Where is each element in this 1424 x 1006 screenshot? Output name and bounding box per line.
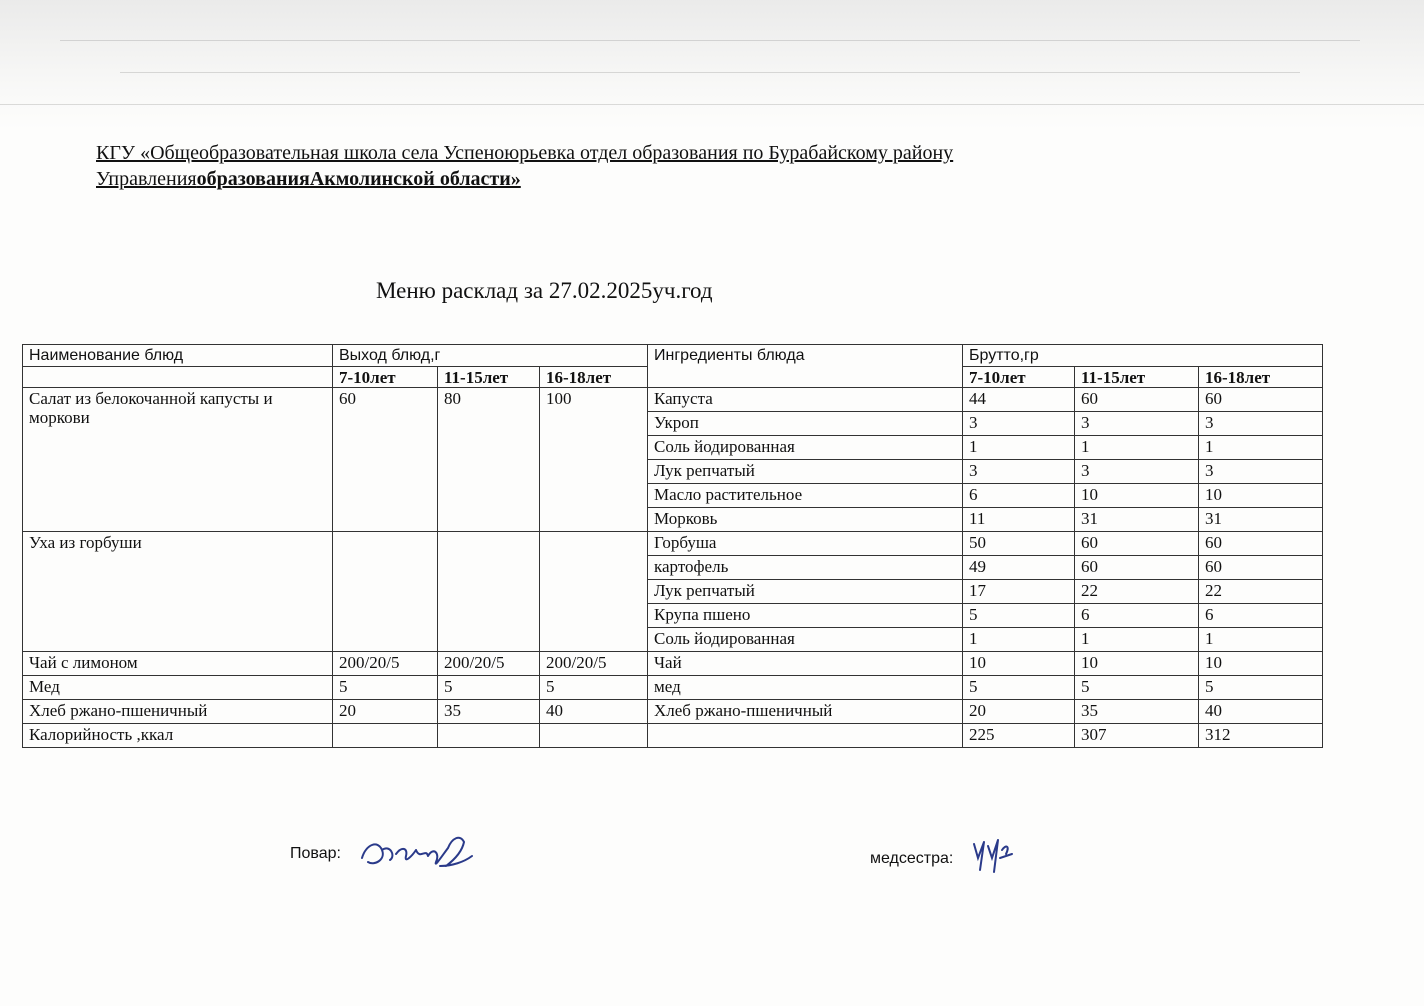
scan-shading (0, 0, 1424, 130)
dish-name: Чай с лимоном (23, 652, 333, 676)
ingredient-name: Лук репчатый (648, 580, 963, 604)
ingredient-name: Горбуша (648, 532, 963, 556)
table-row (23, 532, 1323, 556)
ingredient-name: Соль йодированная (648, 628, 963, 652)
ingredient-brutto: 31 (1199, 508, 1323, 532)
ingredient-brutto: 1 (1075, 628, 1199, 652)
ingredient-brutto: 6 (963, 484, 1075, 508)
dish-output: 35 (438, 700, 540, 724)
table-row (23, 652, 1323, 676)
ingredient-brutto: 60 (1199, 556, 1323, 580)
ingredient-name: Масло растительное (648, 484, 963, 508)
ingredient-brutto: 6 (1075, 604, 1199, 628)
nurse-label: медсестра: (870, 850, 954, 867)
dish-name: Салат из белокочанной капусты и моркови (23, 388, 333, 532)
ingredient-brutto: 3 (963, 460, 1075, 484)
calories-output-blank (333, 724, 438, 748)
ingredient-brutto: 31 (1075, 508, 1199, 532)
ingredient-brutto: 60 (1199, 532, 1323, 556)
dish-name: Мед (23, 676, 333, 700)
ingredient-name: Соль йодированная (648, 436, 963, 460)
ingredient-name: Лук репчатый (648, 460, 963, 484)
ingredient-brutto: 6 (1199, 604, 1323, 628)
nurse-signature (966, 832, 1016, 878)
age-group-header: 7-10лет (333, 367, 438, 388)
scan-artifact-line (120, 72, 1300, 73)
ingredient-brutto: 10 (1199, 484, 1323, 508)
document-header (96, 140, 1156, 192)
ingredient-name: Чай (648, 652, 963, 676)
ingredient-brutto: 60 (1199, 388, 1323, 412)
table-row (23, 700, 1323, 724)
ingredient-brutto: 10 (1075, 484, 1199, 508)
ingredient-name: картофель (648, 556, 963, 580)
dish-output (540, 532, 648, 652)
ingredient-brutto: 10 (963, 652, 1075, 676)
cook-signature (356, 826, 476, 876)
column-header-dish: Наименование блюд (23, 345, 333, 367)
dish-output (438, 532, 540, 652)
calories-value: 307 (1075, 724, 1199, 748)
ingredient-brutto: 60 (1075, 532, 1199, 556)
dish-output: 100 (540, 388, 648, 532)
ingredient-brutto: 3 (1199, 460, 1323, 484)
ingredient-brutto: 1 (963, 436, 1075, 460)
header-line-2 (96, 166, 1156, 192)
scan-artifact-line (60, 40, 1360, 41)
calories-value: 312 (1199, 724, 1323, 748)
header-line-2-plain: Управления (96, 168, 197, 190)
ingredient-brutto: 5 (1199, 676, 1323, 700)
age-group-header: 7-10лет (963, 367, 1075, 388)
ingredient-name: Морковь (648, 508, 963, 532)
ingredient-brutto: 10 (1075, 652, 1199, 676)
ingredient-name: Хлеб ржано-пшеничный (648, 700, 963, 724)
ingredient-name: мед (648, 676, 963, 700)
age-group-header: 11-15лет (438, 367, 540, 388)
header-line-1: КГУ «Общеобразовательная школа села Успеноюрьевка отдел образования по Бурабайскому району (96, 142, 954, 164)
menu-table (22, 344, 1323, 748)
ingredient-brutto: 50 (963, 532, 1075, 556)
ingredient-brutto: 1 (1199, 628, 1323, 652)
ingredient-brutto: 1 (1199, 436, 1323, 460)
ingredient-name: Капуста (648, 388, 963, 412)
dish-output: 200/20/5 (540, 652, 648, 676)
calories-ingredient-blank (648, 724, 963, 748)
dish-output: 20 (333, 700, 438, 724)
table-row (23, 388, 1323, 412)
dish-output: 80 (438, 388, 540, 532)
ingredient-name: Укроп (648, 412, 963, 436)
ingredient-brutto: 10 (1199, 652, 1323, 676)
calories-label: Калорийность ,ккал (23, 724, 333, 748)
ingredient-brutto: 22 (1199, 580, 1323, 604)
dish-output: 40 (540, 700, 648, 724)
ingredient-brutto: 49 (963, 556, 1075, 580)
ingredient-brutto: 17 (963, 580, 1075, 604)
ingredient-brutto: 60 (1075, 388, 1199, 412)
dish-name: Хлеб ржано-пшеничный (23, 700, 333, 724)
dish-output: 5 (438, 676, 540, 700)
dish-output: 5 (540, 676, 648, 700)
dish-output: 200/20/5 (333, 652, 438, 676)
cook-label: Повар: (290, 845, 341, 862)
ingredient-brutto: 20 (963, 700, 1075, 724)
column-header-output: Выход блюд,г (333, 345, 648, 367)
column-header-ingredients: Ингредиенты блюда (648, 345, 963, 388)
ingredient-brutto: 22 (1075, 580, 1199, 604)
column-header-blank (23, 367, 333, 388)
ingredient-brutto: 5 (1075, 676, 1199, 700)
ingredient-brutto: 60 (1075, 556, 1199, 580)
calories-output-blank (438, 724, 540, 748)
calories-value: 225 (963, 724, 1075, 748)
scan-artifact-line (0, 104, 1424, 105)
ingredient-brutto: 11 (963, 508, 1075, 532)
ingredient-brutto: 3 (963, 412, 1075, 436)
dish-output (333, 532, 438, 652)
calories-output-blank (540, 724, 648, 748)
dish-output: 5 (333, 676, 438, 700)
ingredient-brutto: 3 (1199, 412, 1323, 436)
dish-name: Уха из горбуши (23, 532, 333, 652)
header-line-2-bold: образованияАкмолинской области» (196, 168, 521, 190)
dish-output: 60 (333, 388, 438, 532)
ingredient-brutto: 35 (1075, 700, 1199, 724)
ingredient-brutto: 1 (963, 628, 1075, 652)
dish-output: 200/20/5 (438, 652, 540, 676)
ingredient-brutto: 3 (1075, 460, 1199, 484)
ingredient-brutto: 40 (1199, 700, 1323, 724)
ingredient-brutto: 3 (1075, 412, 1199, 436)
ingredient-brutto: 1 (1075, 436, 1199, 460)
page-title: Меню расклад за 27.02.2025уч.год (376, 278, 713, 303)
age-group-header: 11-15лет (1075, 367, 1199, 388)
table-row (23, 676, 1323, 700)
header-row (23, 345, 1323, 367)
age-group-header: 16-18лет (540, 367, 648, 388)
column-header-brutto: Брутто,гр (963, 345, 1323, 367)
age-group-header: 16-18лет (1199, 367, 1323, 388)
calories-row (23, 724, 1323, 748)
ingredient-brutto: 5 (963, 604, 1075, 628)
ingredient-brutto: 5 (963, 676, 1075, 700)
ingredient-name: Крупа пшено (648, 604, 963, 628)
ingredient-brutto: 44 (963, 388, 1075, 412)
